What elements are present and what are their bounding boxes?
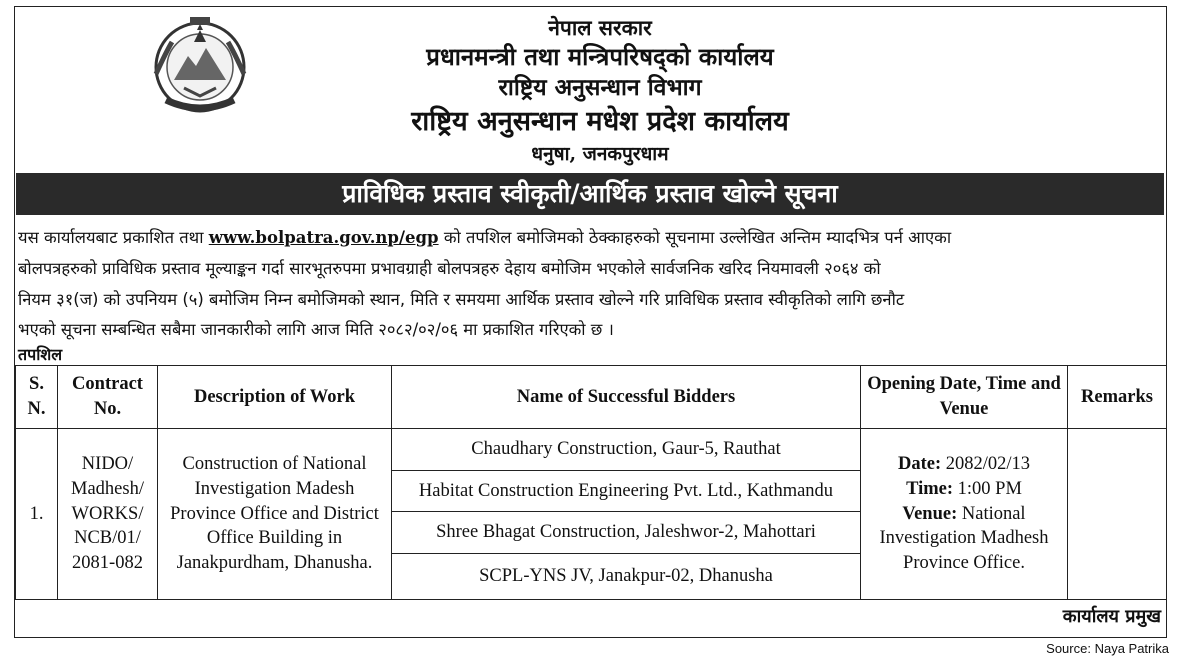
bid-results-table (15, 365, 1167, 600)
bolpatra-link[interactable]: www.bolpatra.gov.np/egp (208, 228, 439, 247)
notice-title-banner: प्राविधिक प्रस्ताव स्वीकृती/आर्थिक प्रस्ताव खोल्ने सूचना (16, 173, 1164, 215)
header-opening: Opening Date, Time and Venue (861, 366, 1068, 429)
header-department: राष्ट्रिय अनुसन्धान विभाग (498, 74, 702, 101)
header-pm-office: प्रधानमन्त्री तथा मन्त्रिपरिषद्को कार्यालय (426, 42, 774, 71)
body-line-4: भएको सूचना सम्बन्धित सबैमा जानकारीको लागि आज मिति २०८२/०२/०६ मा प्रकाशित गरिएको छ । (18, 320, 614, 339)
header-remarks: Remarks (1068, 366, 1167, 429)
source-credit: Source: Naya Patrika (1046, 641, 1169, 656)
time-label: Time: (906, 478, 954, 499)
bidder-3: Shree Bhagat Construction, Jaleshwor-2, Mahottari (392, 512, 861, 554)
header-regional-office: राष्ट्रिय अनुसन्धान मधेश प्रदेश कार्यालय (411, 106, 789, 137)
cell-description: Construction of National Investigation Madesh Province Office and District Office Building in Janakpurdham, Dhanusha. (158, 429, 392, 600)
venue-value: National Investigation Madhesh Province Office. (879, 503, 1049, 574)
table-header-row (16, 366, 1167, 429)
table-row (16, 429, 1167, 471)
header-bidders: Name of Successful Bidders (392, 366, 861, 429)
header-location: धनुषा, जनकपुरधाम (531, 143, 669, 165)
body-line-1-post: को तपशिल बमोजिमको ठेक्काहरुको सूचनामा उल्लेखित अन्तिम म्यादभित्र पर्न आएका (443, 228, 952, 247)
nepal-emblem-icon (146, 12, 254, 118)
venue-label: Venue: (902, 503, 958, 524)
cell-opening (861, 429, 1068, 600)
cell-sn: 1. (16, 429, 58, 600)
bidder-1: Chaudhary Construction, Gaur-5, Rauthat (392, 429, 861, 471)
cell-remarks (1068, 429, 1167, 600)
header-description: Description of Work (158, 366, 392, 429)
office-chief-signature: कार्यालय प्रमुख (1062, 606, 1161, 627)
body-line-1-pre: यस कार्यालयबाट प्रकाशित तथा (18, 228, 204, 247)
header-contract-no: Contract No. (58, 366, 158, 429)
time-value: 1:00 PM (957, 478, 1022, 499)
header-sn: S. N. (16, 366, 58, 429)
cell-contract-no: NIDO/ Madhesh/ WORKS/ NCB/01/ 2081-082 (58, 429, 158, 600)
bidder-2: Habitat Construction Engineering Pvt. Ltd., Kathmandu (392, 470, 861, 512)
date-value: 2082/02/13 (945, 453, 1031, 474)
header-govt: नेपाल सरकार (548, 15, 652, 40)
details-label: तपशिल (18, 345, 63, 364)
body-line-2: बोलपत्रहरुको प्राविधिक प्रस्ताव मूल्याङ्कन गर्दा सारभूतरुपमा प्रभावग्राही बोलपत्रहरु देहाय बमोजिम भएकोले सार्वजनिक खरिद नियमावली २०६४ को (18, 259, 881, 278)
date-label: Date: (897, 453, 942, 474)
body-line-1 (18, 225, 1166, 248)
bidder-4: SCPL-YNS JV, Janakpur-02, Dhanusha (392, 554, 861, 600)
body-line-3: नियम ३१(ज) को उपनियम (५) बमोजिम निम्न बमोजिमको स्थान, मिति र समयमा आर्थिक प्रस्ताव खोल्ने गरि प्राविधिक प्रस्ताव स्वीकृतिको लागि छनौट (18, 290, 905, 309)
